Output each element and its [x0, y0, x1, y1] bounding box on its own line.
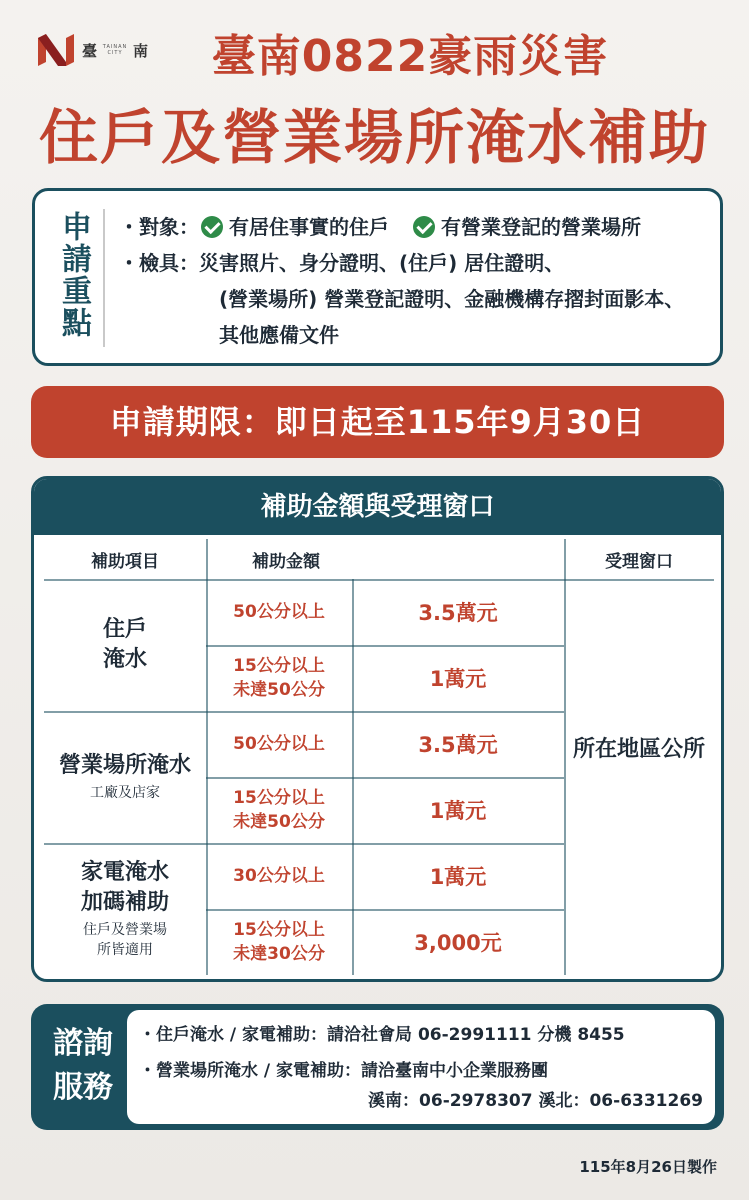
target-item-business: 有營業登記的營業場所 [441, 215, 641, 239]
check-icon [201, 216, 223, 238]
footer-date: 115年8月26日製作 [579, 1158, 717, 1176]
docs-label: ・檢具： [119, 251, 199, 275]
amount-cell: 1萬元 [429, 799, 487, 823]
amount-cell: 3.5萬元 [418, 601, 498, 625]
contact-info [127, 1010, 715, 1124]
header-amount: 補助金額 [252, 551, 320, 572]
col-divider [206, 539, 208, 975]
depth-cell: 50公分以上 [233, 602, 325, 622]
table-title: 補助金額與受理窗口 [34, 479, 721, 535]
docs-row [119, 245, 719, 281]
target-row [119, 209, 719, 245]
logo-text-left: 臺 [82, 41, 98, 60]
office-cell: 所在地區公所 [572, 736, 705, 762]
logo [36, 30, 148, 70]
row-divider [206, 645, 564, 647]
key-points-box [32, 188, 723, 366]
depth-cell: 50公分以上 [233, 734, 325, 754]
amount-cell: 3,000元 [414, 931, 502, 955]
depth-cell: 15公分以上 未達50公分 [233, 656, 325, 700]
subsidy-table-box [31, 476, 724, 982]
depth-cell: 15公分以上 未達50公分 [233, 788, 325, 832]
depth-cell: 30公分以上 [233, 866, 325, 886]
logo-text-right: 南 [133, 41, 149, 60]
subsidy-table [44, 539, 714, 979]
amount-cell: 1萬元 [429, 667, 487, 691]
check-icon [413, 216, 435, 238]
target-item-residence: 有居住事實的住戶 [229, 215, 389, 239]
amount-cell: 3.5萬元 [418, 733, 498, 757]
title-line-1: 臺南0822豪雨災害 [211, 31, 609, 82]
tainan-logo-icon [36, 32, 76, 68]
col-divider [564, 539, 566, 975]
row-divider [206, 777, 564, 779]
item-group-1: 營業場所淹水 工廠及店家 [58, 753, 191, 801]
docs-line-3: 其他應備文件 [219, 323, 339, 347]
depth-cell: 15公分以上 未達30公分 [233, 920, 325, 964]
title-line-2: 住戶及營業場所淹水補助 [38, 103, 710, 172]
item-group-0: 住戶 淹水 [102, 617, 147, 672]
docs-line-1: 災害照片、身分證明、(住戶) 居住證明、 [199, 251, 565, 275]
logo-text-en: TAINAN CITY [102, 44, 128, 56]
target-label: ・對象： [119, 215, 199, 239]
row-divider [206, 909, 564, 911]
contact-line-2: ・營業場所淹水 / 家電補助：請洽臺南中小企業服務團 [139, 1061, 549, 1081]
amount-cell: 1萬元 [429, 865, 487, 889]
divider [103, 209, 105, 347]
header-office: 受理窗口 [605, 551, 673, 572]
item-group-2: 家電淹水 加碼補助 住戶及營業場 所皆適用 [80, 860, 169, 958]
contact-box [31, 1004, 724, 1130]
deadline-banner: 申請期限：即日起至115年9月30日 [31, 386, 724, 458]
contact-line-3: 溪南：06-2978307 溪北：06-6331269 [368, 1091, 703, 1111]
docs-line-2: (營業場所) 營業登記證明、金融機構存摺封面影本、 [219, 287, 685, 311]
col-divider [352, 579, 354, 975]
key-points-label: 申請重點 [56, 211, 91, 339]
header-item: 補助項目 [91, 551, 159, 572]
contact-line-1: ・住戶淹水 / 家電補助：請洽社會局 06-2991111 分機 8455 [139, 1025, 625, 1045]
contact-label: 諮詢 服務 [53, 1026, 113, 1105]
